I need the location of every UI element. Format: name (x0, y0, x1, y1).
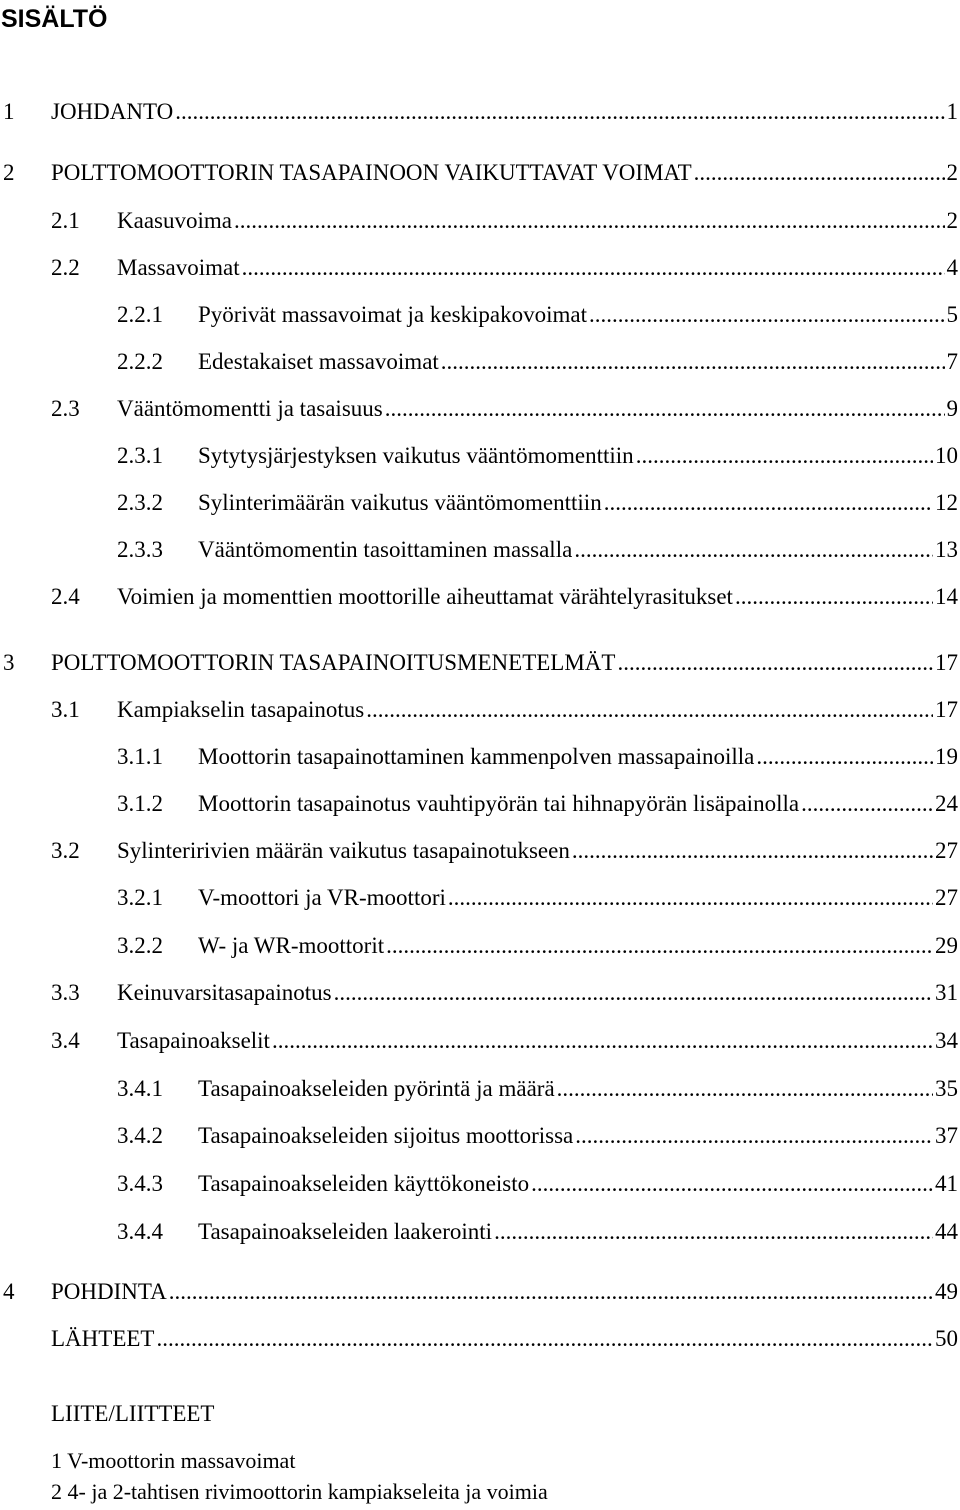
toc-entry (0, 253, 960, 283)
toc-dot-leader (366, 695, 933, 725)
toc-entry-title: Vääntömomentti ja tasaisuus (117, 396, 383, 421)
toc-entry-number: 3.3 (51, 980, 80, 1005)
appendix-item: 1 V-moottorin massavoimat (51, 1448, 296, 1473)
toc-entry-body (198, 1074, 958, 1104)
toc-entry-page: 12 (935, 490, 958, 515)
toc-entry (0, 1169, 960, 1199)
toc-entry-title: Voimien ja momenttien moottorille aiheuttamat värähtelyrasitukset (117, 584, 733, 609)
toc-entry-body (198, 347, 958, 377)
toc-dot-leader (617, 648, 933, 678)
toc-entry-page: 19 (935, 744, 958, 769)
toc-entry-title: POLTTOMOOTTORIN TASAPAINOITUSMENETELMÄT (51, 650, 616, 675)
toc-entry-title: V-moottori ja VR-moottori (198, 885, 446, 910)
toc-entry-title: Tasapainoakseleiden käyttökoneisto (198, 1171, 530, 1196)
toc-entry (0, 441, 960, 471)
toc-dot-leader (801, 789, 933, 819)
toc-entry-body (198, 441, 958, 471)
toc-entry-title: Tasapainoakselit (117, 1028, 270, 1053)
toc-entry-page: 50 (935, 1326, 958, 1351)
toc-dot-leader (385, 394, 945, 424)
toc-entry-page: 2 (946, 208, 958, 233)
toc-entry (0, 836, 960, 866)
toc-entry (0, 488, 960, 518)
toc-entry-body (117, 1026, 958, 1056)
toc-entry-number: 2.3.2 (117, 490, 163, 515)
toc-entry-title: Kampiakselin tasapainotus (117, 697, 365, 722)
toc-dot-leader (272, 1026, 933, 1056)
toc-entry-page: 14 (935, 584, 958, 609)
toc-entry-number: 3.4.3 (117, 1171, 163, 1196)
toc-entry-title: Keinuvarsitasapainotus (117, 980, 332, 1005)
toc-entry-page: 37 (935, 1123, 958, 1148)
toc-entry (0, 347, 960, 377)
toc-entry-page: 7 (946, 349, 958, 374)
toc-entry (0, 582, 960, 612)
toc-dot-leader (557, 1074, 933, 1104)
toc-dot-leader (604, 488, 933, 518)
toc-entry (0, 695, 960, 725)
toc-entry-number: 3.2.1 (117, 885, 163, 910)
toc-entry-number: 2.1 (51, 208, 80, 233)
toc-entry-body (198, 883, 958, 913)
toc-entry-page: 13 (935, 537, 958, 562)
toc-entry-number: 3.4 (51, 1028, 80, 1053)
toc-dot-leader (531, 1169, 933, 1199)
toc-entry-title: W- ja WR-moottorit (198, 933, 385, 958)
toc-entry-title: Kaasuvoima (117, 208, 232, 233)
toc-entry (0, 97, 960, 127)
toc-dot-leader (589, 300, 944, 330)
toc-entry-page: 31 (935, 980, 958, 1005)
toc-entry (0, 883, 960, 913)
toc-dot-leader (575, 1121, 933, 1151)
toc-entry (0, 300, 960, 330)
toc-entry-page: 9 (946, 396, 958, 421)
toc-entry-page: 34 (935, 1028, 958, 1053)
toc-dot-leader (175, 97, 944, 127)
toc-entry-title: Moottorin tasapainottaminen kammenpolven massapainoilla (198, 744, 755, 769)
toc-entry-title: LÄHTEET (51, 1326, 155, 1351)
toc-entry-number: 2.2 (51, 255, 80, 280)
appendix-heading: LIITE/LIITTEET (51, 1401, 215, 1426)
toc-entry-page: 41 (935, 1171, 958, 1196)
toc-dot-leader (572, 836, 933, 866)
toc-entry-page: 1 (946, 99, 958, 124)
toc-entry-body (198, 931, 958, 961)
toc-entry (0, 158, 960, 188)
toc-entry (0, 1074, 960, 1104)
toc-entry-number: 2.3.3 (117, 537, 163, 562)
toc-entry-page: 17 (935, 650, 958, 675)
toc-entry-body (51, 1277, 958, 1307)
toc-entry (0, 742, 960, 772)
toc-entry-title: Massavoimat (117, 255, 240, 280)
toc-dot-leader (494, 1217, 933, 1247)
toc-entry-number: 3.1.1 (117, 744, 163, 769)
toc-entry-body (198, 1217, 958, 1247)
toc-entry-body (198, 488, 958, 518)
toc-entry-body (117, 836, 958, 866)
toc-entry-body (51, 1324, 958, 1354)
toc-entry (0, 648, 960, 678)
toc-entry-title: Tasapainoakseleiden pyörintä ja määrä (198, 1076, 555, 1101)
toc-entry-body (198, 789, 958, 819)
toc-dot-leader (169, 1277, 933, 1307)
toc-dot-leader (334, 978, 933, 1008)
toc-entry (0, 1026, 960, 1056)
toc-entry-title: Pyörivät massavoimat ja keskipakovoimat (198, 302, 588, 327)
toc-entry (0, 978, 960, 1008)
toc-entry-page: 2 (946, 160, 958, 185)
toc-entry-body (117, 695, 958, 725)
toc-entry (0, 1121, 960, 1151)
toc-dot-leader (386, 931, 933, 961)
toc-entry-number: 3 (3, 650, 15, 675)
toc-entry-number: 2.2.2 (117, 349, 163, 374)
toc-entry-page: 35 (935, 1076, 958, 1101)
toc-entry-body (198, 535, 958, 565)
toc-entry-page: 44 (935, 1219, 958, 1244)
toc-entry-number: 3.4.2 (117, 1123, 163, 1148)
toc-entry-title: Sylinterimäärän vaikutus vääntömomenttiin (198, 490, 602, 515)
toc-entry (0, 1217, 960, 1247)
toc-entry-page: 27 (935, 885, 958, 910)
toc-entry-page: 5 (946, 302, 958, 327)
toc-entry (0, 931, 960, 961)
toc-entry (0, 535, 960, 565)
toc-entry-title: Moottorin tasapainotus vauhtipyörän tai hihnapyörän lisäpainolla (198, 791, 800, 816)
toc-entry-page: 4 (946, 255, 958, 280)
toc-entry-body (117, 582, 958, 612)
toc-entry-title: Sylinteririvien määrän vaikutus tasapainotukseen (117, 838, 570, 863)
toc-entry-body (51, 158, 958, 188)
appendix-item: 2 4- ja 2-tahtisen rivimoottorin kampiakseleita ja voimia (51, 1479, 548, 1504)
toc-entry (0, 394, 960, 424)
toc-entry (0, 1324, 960, 1354)
toc-entry-number: 3.4.4 (117, 1219, 163, 1244)
toc-entry-number: 3.2 (51, 838, 80, 863)
toc-entry-title: Vääntömomentin tasoittaminen massalla (198, 537, 573, 562)
toc-entry-number: 4 (3, 1279, 15, 1304)
toc-entry (0, 789, 960, 819)
toc-entry-number: 2.3.1 (117, 443, 163, 468)
toc-dot-leader (574, 535, 933, 565)
toc-dot-leader (694, 158, 945, 188)
toc-entry-page: 10 (935, 443, 958, 468)
toc-entry-number: 3.1.2 (117, 791, 163, 816)
toc-entry-body (51, 97, 958, 127)
toc-entry-number: 2 (3, 160, 15, 185)
toc-entry-page: 24 (935, 791, 958, 816)
toc-entry-body (117, 206, 958, 236)
toc-entry-number: 2.4 (51, 584, 80, 609)
toc-entry-title: Edestakaiset massavoimat (198, 349, 439, 374)
toc-dot-leader (735, 582, 933, 612)
toc-dot-leader (242, 253, 945, 283)
toc-entry (0, 206, 960, 236)
toc-entry-title: Tasapainoakseleiden sijoitus moottorissa (198, 1123, 574, 1148)
toc-entry-body (117, 394, 958, 424)
toc-entry-body (198, 1169, 958, 1199)
toc-dot-leader (756, 742, 933, 772)
toc-dot-leader (234, 206, 945, 236)
toc-dot-leader (448, 883, 933, 913)
toc-entry-number: 1 (3, 99, 15, 124)
toc-dot-leader (636, 441, 933, 471)
toc-entry-body (198, 742, 958, 772)
toc-entry-body (117, 978, 958, 1008)
toc-entry-number: 2.3 (51, 396, 80, 421)
toc-entry-number: 3.2.2 (117, 933, 163, 958)
toc-entry-page: 49 (935, 1279, 958, 1304)
toc-entry-title: Tasapainoakseleiden laakerointi (198, 1219, 493, 1244)
toc-entry-number: 3.4.1 (117, 1076, 163, 1101)
toc-entry-body (117, 253, 958, 283)
toc-entry (0, 1277, 960, 1307)
toc-entry-page: 17 (935, 697, 958, 722)
toc-entry-number: 2.2.1 (117, 302, 163, 327)
toc-dot-leader (156, 1324, 933, 1354)
toc-entry-title: JOHDANTO (51, 99, 174, 124)
page-title: SISÄLTÖ (1, 5, 108, 33)
toc-entry-page: 29 (935, 933, 958, 958)
toc-entry-number: 3.1 (51, 697, 80, 722)
toc-entry-body (198, 300, 958, 330)
toc-dot-leader (441, 347, 945, 377)
toc-entry-title: POHDINTA (51, 1279, 167, 1304)
toc-entry-body (198, 1121, 958, 1151)
toc-entry-title: Sytytysjärjestyksen vaikutus vääntömomenttiin (198, 443, 634, 468)
toc-entry-title: POLTTOMOOTTORIN TASAPAINOON VAIKUTTAVAT VOIMAT (51, 160, 692, 185)
toc-entry-body (51, 648, 958, 678)
toc-entry-page: 27 (935, 838, 958, 863)
